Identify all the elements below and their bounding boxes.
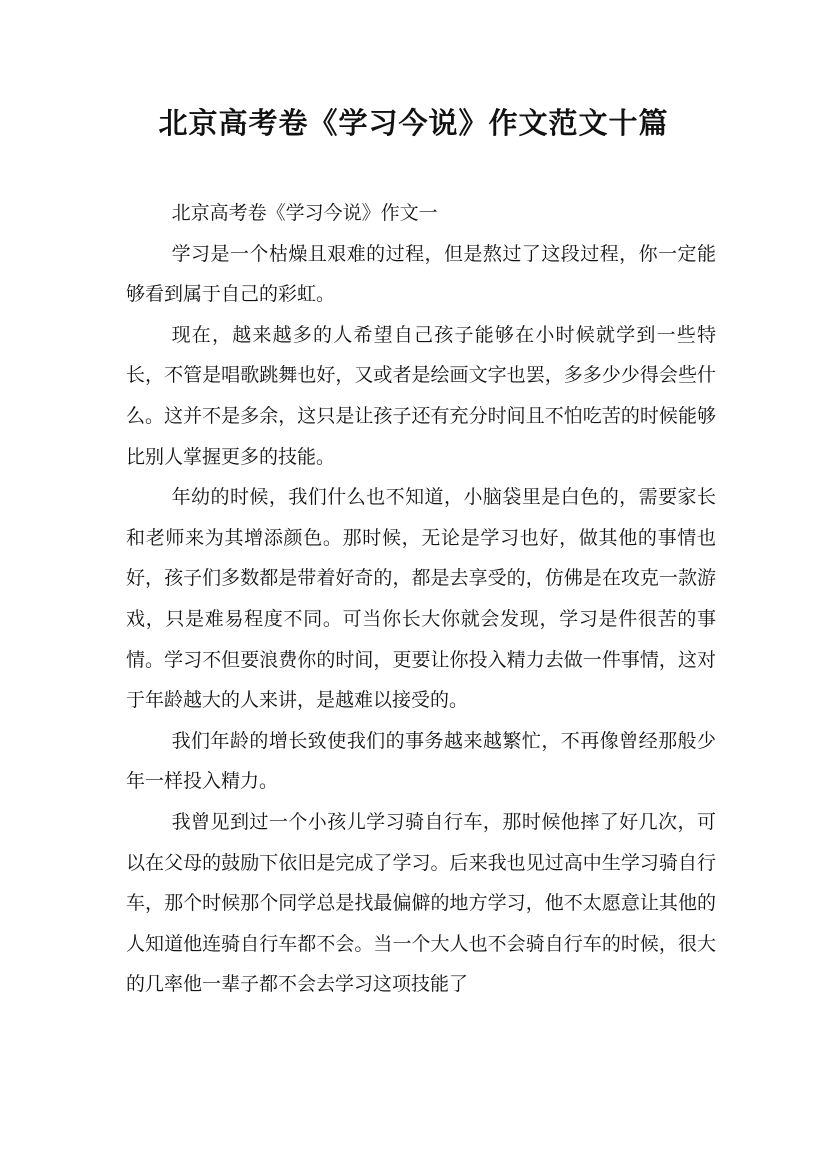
document-body — [126, 193, 716, 1005]
section-heading: 北京高考卷《学习今说》作文一 — [171, 202, 438, 224]
paragraph: 现在，越来越多的人希望自己孩子能够在小时候就学到一些特长，不管是唱歌跳舞也好，又或者是绘画文字也罢，多多少少得会些什么。这并不是多余，这只是让孩子还有充分时间且不怕吃苦的时候能够比别人掌握更多的技能。 — [126, 323, 716, 468]
paragraph: 我们年龄的增长致使我们的事务越来越繁忙，不再像曾经那般少年一样投入精力。 — [126, 729, 716, 793]
paragraph: 年幼的时候，我们什么也不知道，小脑袋里是白色的，需要家长和老师来为其增添颜色。那时候，无论是学习也好，做其他的事情也好，孩子们多数都是带着好奇的，都是去享受的，仿佛是在攻克一款游戏，只是难易程度不同。可当你长大你就会发现，学习是件很苦的事情。学习不但要浪费你的时间，更要让你投入精力去做一件事情，这对于年龄越大的人来讲，是越难以接受的。 — [126, 486, 716, 712]
document-title: 北京高考卷《学习今说》作文范文十篇 — [158, 106, 669, 140]
paragraph: 我曾见到过一个小孩儿学习骑自行车，那时候他摔了好几次，可以在父母的鼓励下依旧是完成了学习。后来我也见过高中生学习骑自行车，那个时候那个同学总是找最偏僻的地方学习，他不太愿意让其他的人知道他连骑自行车都不会。当一个大人也不会骑自行车的时候，很大的几率他一辈子都不会去学习这项技能了 — [126, 810, 716, 996]
paragraph: 学习是一个枯燥且艰难的过程，但是熬过了这段过程，你一定能够看到属于自己的彩虹。 — [126, 242, 716, 306]
